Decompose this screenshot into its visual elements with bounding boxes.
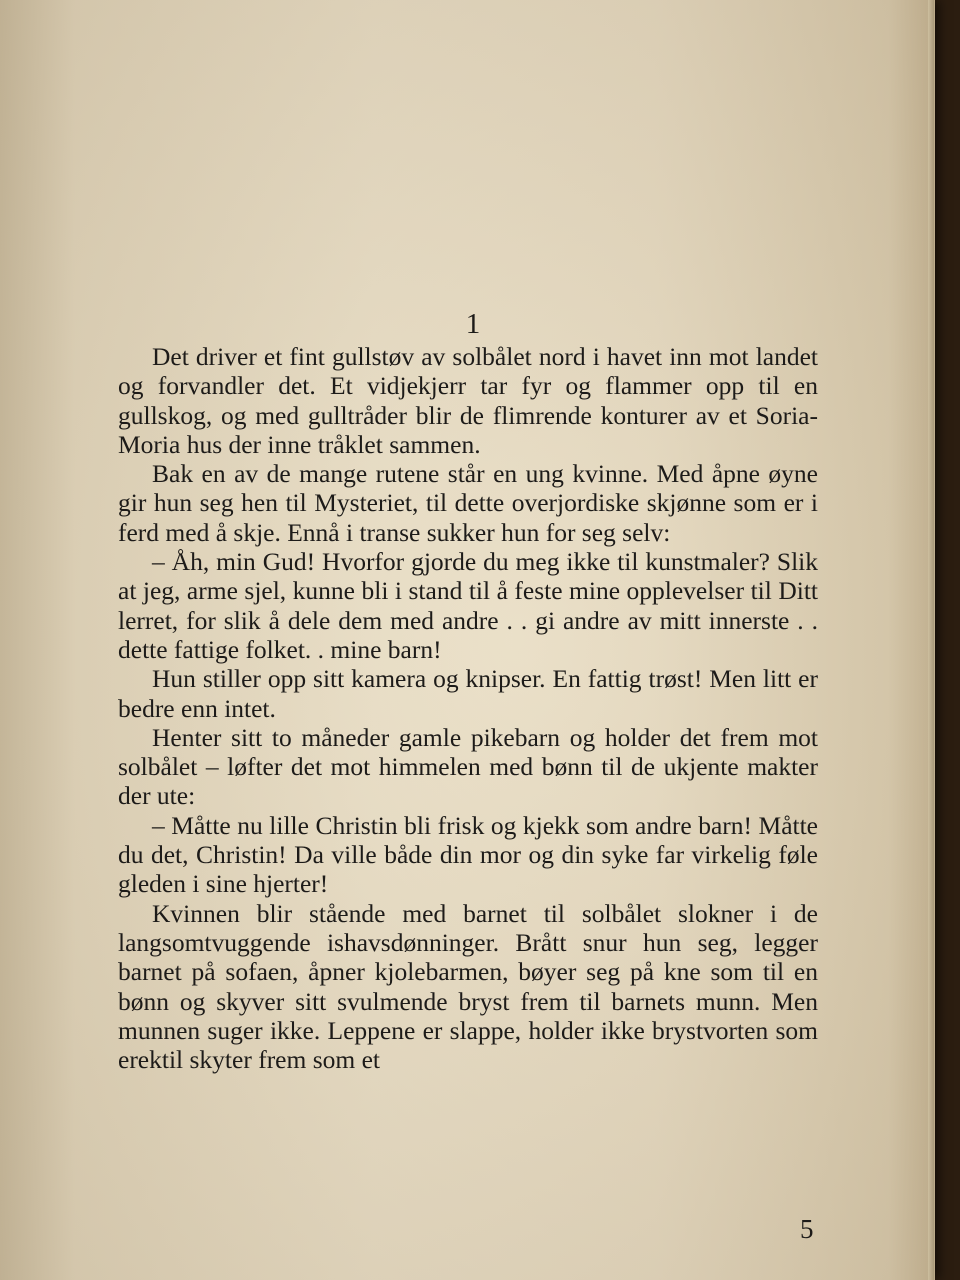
paragraph-7: Kvinnen blir stående med barnet til solbålet slokner i de langsomtvuggende ishavsdønninger. Brått snur hun seg, legger barnet på sofaen, åpner kjolebarmen, bøyer seg på kne som til en bønn og skyver sitt svulmende bryst frem til barnets munn. Men munnen suger ikke. Leppene er slappe, holder ikke brystvorten som erektil skyter frem som et xyxy=(118,898,818,1075)
paragraph-1: Det driver et fint gullstøv av solbålet nord i havet inn mot landet og forvandler det. Et vidjekjerr tar fyr og flammer opp til en gullskog, og med gulltråder blir de flimrende konturer av et Soria-Moria hus der inne tråklet sammen. xyxy=(118,342,818,459)
paragraph-6: – Måtte nu lille Christin bli frisk og kjekk som andre barn! Måtte du det, Christin! Da ville både din mor og din syke far virkelig føle gleden i sine hjerter! xyxy=(118,810,818,899)
paragraph-4: Hun stiller opp sitt kamera og knipser. En fattig trøst! Men litt er bedre enn intet. xyxy=(118,664,818,723)
paragraph-3: – Åh, min Gud! Hvorfor gjorde du meg ikke til kunstmaler? Slik at jeg, arme sjel, kunne bli i stand til å feste mine opplevelser til Ditt lerret, for slik å dele dem med andre . . gi andre av mitt innerste . . dette fattige folket. . mine barn! xyxy=(118,547,818,664)
paragraph-5: Henter sitt to måneder gamle pikebarn og holder det frem mot solbålet – løfter det mot himmelen med bønn til de ukjente makter der ute: xyxy=(118,722,818,811)
page-edge xyxy=(928,0,934,1280)
body-text xyxy=(118,342,818,1074)
chapter-number: 1 xyxy=(465,308,481,340)
page-number: 5 xyxy=(800,1214,814,1244)
paragraph-2: Bak en av de mange rutene står en ung kvinne. Med åpne øyne gir hun seg hen til Mysteriet, til dette overjordiske skjønne som er i ferd med å skje. Ennå i transe sukker hun for seg selv: xyxy=(118,459,818,547)
